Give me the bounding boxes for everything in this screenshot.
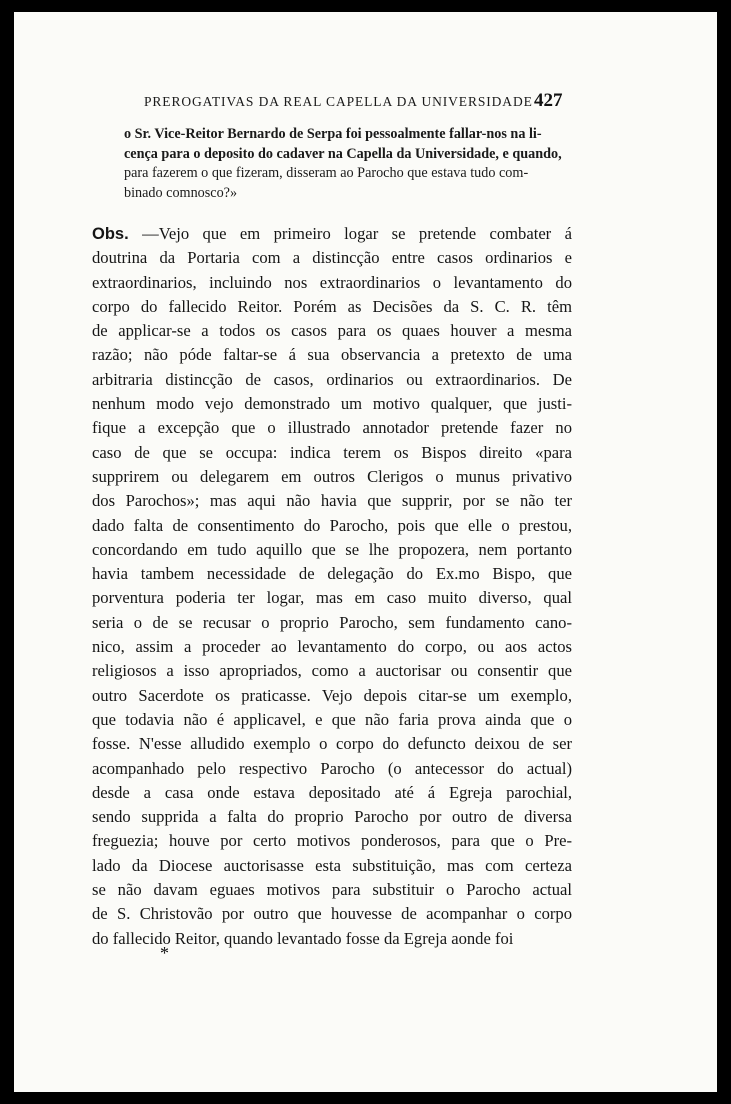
text-line: fique a excepção que o illustrado annotador pretende fazer no — [92, 418, 572, 438]
text-line: se não davam eguaes motivos para substituir o Parocho actual — [92, 880, 572, 900]
text-line: de S. Christovão por outro que houvesse de acompanhar o corpo — [92, 904, 572, 924]
text-line: caso de que se occupa: indica terem os Bispos direito «para — [92, 442, 572, 462]
text-line: seria o de se recusar o proprio Parocho, sem fundamento cano- — [92, 612, 572, 632]
quote-line: para fazerem o que fizeram, disseram ao Parocho que estava tudo com- — [124, 165, 529, 181]
text-line: fosse. N'esse alludido exemplo o corpo do defuncto deixou de ser — [92, 734, 572, 754]
text-line: arbitraria distincção de casos, ordinarios ou extraordinarios. De — [92, 369, 572, 389]
text-line: corpo do fallecido Reitor. Porém as Decisões da S. C. R. têm — [92, 296, 572, 316]
quote-line: cença para o deposito do cadaver na Capella da Universidade, e quando, — [124, 145, 562, 162]
first-line-text: —Vejo que em primeiro logar se pretende combater á — [128, 224, 572, 243]
text-line: outro Sacerdote os praticasse. Vejo depois citar-se um exemplo, — [92, 685, 572, 705]
text-line: doutrina da Portaria com a distincção entre casos ordinarios e — [92, 248, 572, 268]
text-line: freguezia; houve por certo motivos ponderosos, para que o Pre- — [92, 831, 572, 851]
text-line: dos Parochos»; mas aqui não havia que supprir, por se não ter — [92, 491, 572, 511]
quote-line: binado comnosco?» — [124, 184, 238, 201]
text-line: extraordinarios, incluindo nos extraordinarios o levantamento do — [92, 272, 572, 292]
text-line: nico, assim a proceder ao levantamento do corpo, ou aos actos — [92, 637, 572, 657]
observation-paragraph — [92, 222, 572, 951]
running-title: PREROGATIVAS DA REAL CAPELLA DA UNIVERSIDADE — [144, 94, 533, 109]
text-line: desde a casa onde estava depositado até á Egreja parochial, — [92, 782, 572, 802]
text-line: lado da Diocese auctorisasse esta substituição, mas com certeza — [92, 855, 572, 875]
text-line: acompanhado pelo respectivo Parocho (o antecessor do actual) — [92, 758, 572, 778]
text-line: religiosos a isso apropriados, como a auctorisar ou consentir que — [92, 661, 572, 681]
text-line: porventura poderia ter logar, mas em caso muito diverso, qual — [92, 588, 572, 608]
text-line: razão; não póde faltar-se á sua observancia a pretexto de uma — [92, 345, 572, 365]
text-line: dado falta de consentimento do Parocho, pois que elle o prestou, — [92, 515, 572, 535]
text-line: concordando em tudo aquillo que se lhe propozera, nem portanto — [92, 539, 572, 559]
quote-line: o Sr. Vice-Reitor Bernardo de Serpa foi pessoalmente fallar-nos na li- — [124, 126, 542, 142]
text-line: havia tambem necessidade de delegação do Ex.mo Bispo, que — [92, 564, 572, 584]
paragraph-first-line — [92, 222, 572, 246]
book-page — [14, 12, 717, 1092]
quoted-passage — [124, 125, 579, 203]
obs-label: Obs. — [92, 225, 129, 243]
page-number: 427 — [534, 90, 563, 111]
text-line: do fallecido Reitor, quando levantado fosse da Egreja aonde foi — [92, 928, 514, 948]
text-line: sendo supprida a falta do proprio Parocho por outro de diversa — [92, 807, 572, 827]
signature-mark: * — [160, 943, 169, 963]
text-line: supprirem ou delegarem em outros Clerigos o munus privativo — [92, 466, 572, 486]
text-line: que todavia não é applicavel, e que não faria prova ainda que o — [92, 709, 572, 729]
text-line: nenhum modo vejo demonstrado um motivo qualquer, que justi- — [92, 394, 572, 414]
text-line: de applicar-se a todos os casos para os quaes houver a mesma — [92, 321, 572, 341]
